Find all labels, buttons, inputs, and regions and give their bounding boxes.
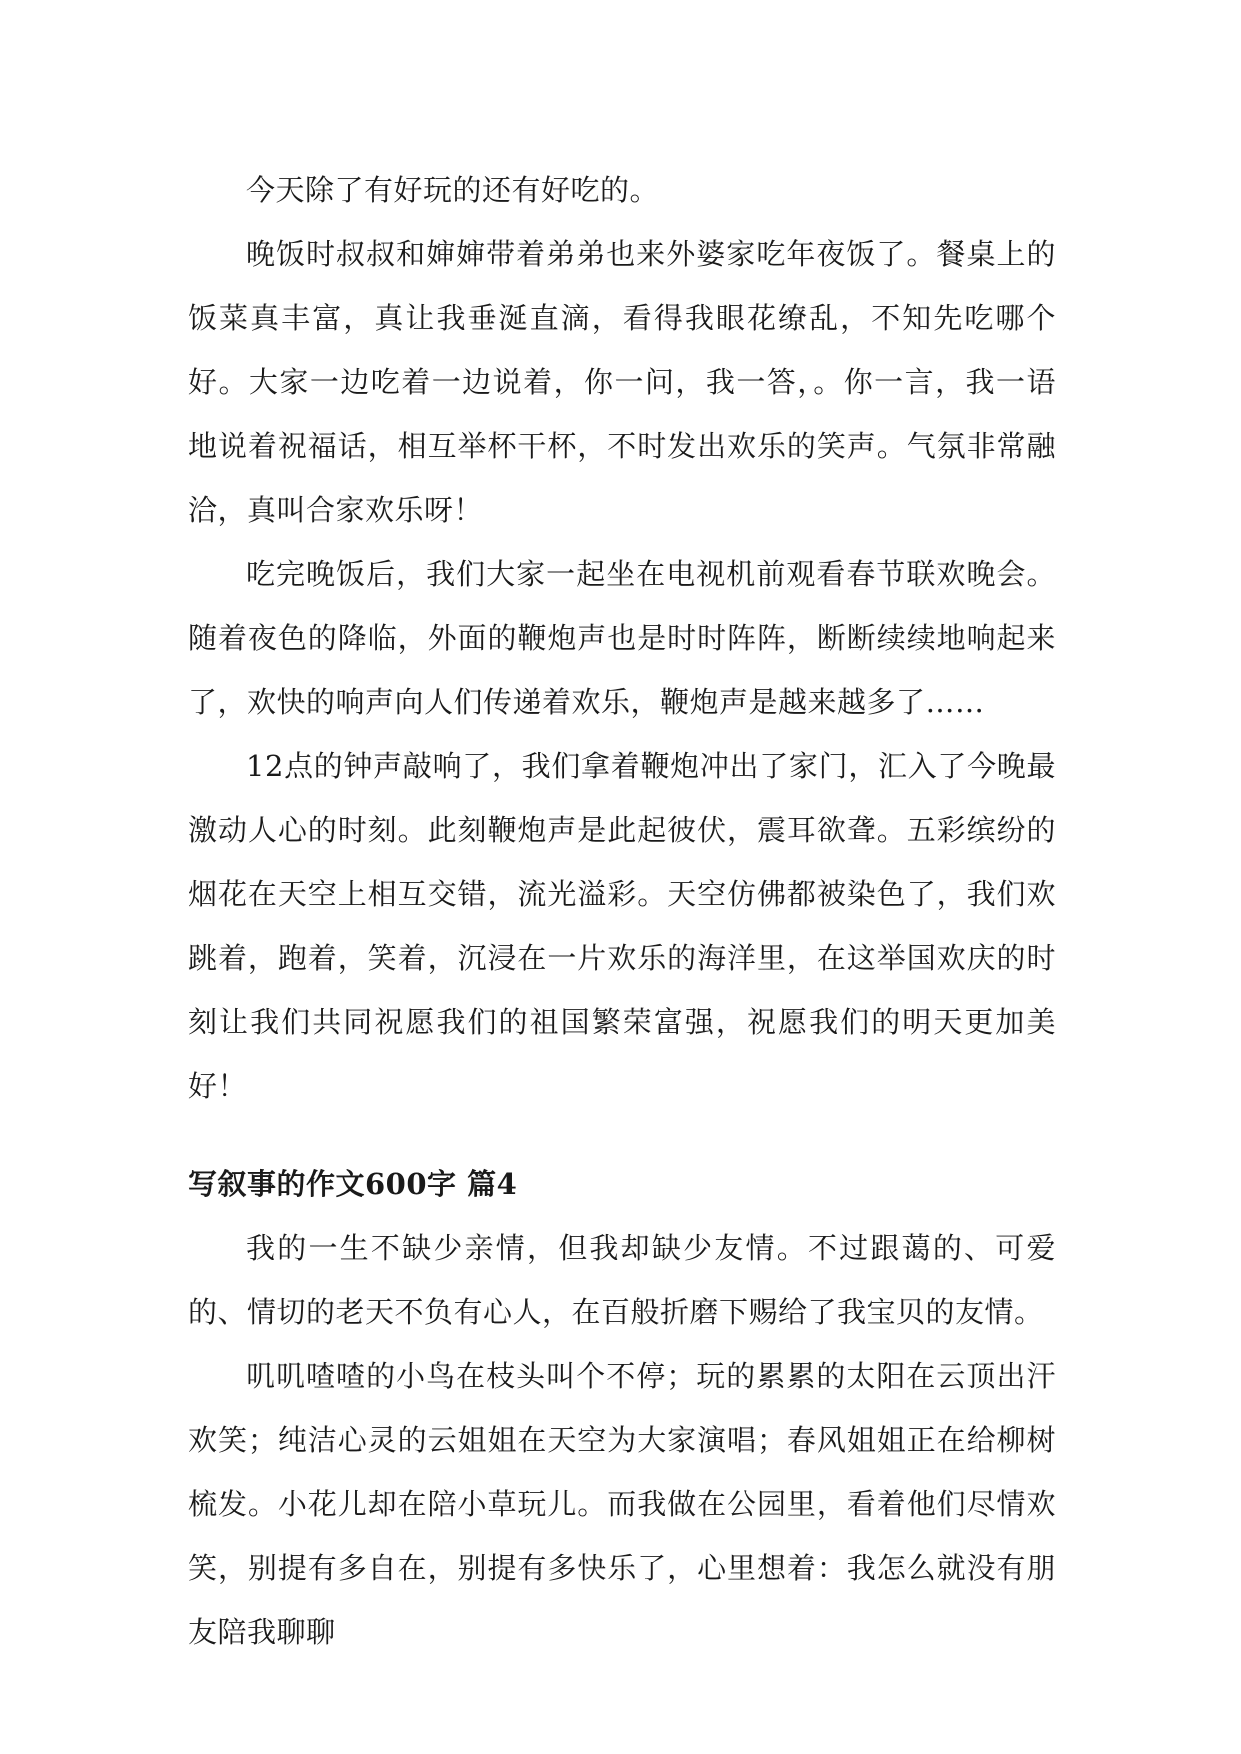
section-heading: 写叙事的作文600字 篇4 xyxy=(188,1167,518,1201)
paragraph: 12点的钟声敲响了，我们拿着鞭炮冲出了家门，汇入了今晚最激动人心的时刻。此刻鞭炮声是此起彼伏，震耳欲聋。五彩缤纷的烟花在天空上相互交错，流光溢彩。天空仿佛都被染色了，我们欢跳着，跑着，笑着，沉浸在一片欢乐的海洋里，在这举国欢庆的时刻让我们共同祝愿我们的祖国繁荣富强，祝愿我们的明天更加美好！ xyxy=(188,749,1056,1103)
document-body xyxy=(188,158,1056,1664)
paragraph: 吃完晚饭后，我们大家一起坐在电视机前观看春节联欢晚会。随着夜色的降临，外面的鞭炮声也是时时阵阵，断断续续地响起来了，欢快的响声向人们传递着欢乐，鞭炮声是越来越多了…… xyxy=(188,557,1056,719)
paragraph: 今天除了有好玩的还有好吃的。 xyxy=(246,173,660,207)
paragraph: 叽叽喳喳的小鸟在枝头叫个不停；玩的累累的太阳在云顶出汗欢笑；纯洁心灵的云姐姐在天空为大家演唱；春风姐姐正在给柳树梳发。小花儿却在陪小草玩儿。而我做在公园里，看着他们尽情欢笑，别提有多自在，别提有多快乐了，心里想着：我怎么就没有朋友陪我聊聊 xyxy=(188,1359,1056,1649)
section-spacer xyxy=(188,1118,1056,1152)
paragraph: 我的一生不缺少亲情，但我却缺少友情。不过跟蔼的、可爱的、情切的老天不负有心人，在百般折磨下赐给了我宝贝的友情。 xyxy=(188,1231,1056,1329)
paragraph: 晚饭时叔叔和婶婶带着弟弟也来外婆家吃年夜饭了。餐桌上的饭菜真丰富，真让我垂涎直滴，看得我眼花缭乱，不知先吃哪个好。大家一边吃着一边说着，你一问，我一答，。你一言，我一语地说着祝福话，相互举杯干杯，不时发出欢乐的笑声。气氛非常融洽，真叫合家欢乐呀！ xyxy=(188,237,1056,527)
